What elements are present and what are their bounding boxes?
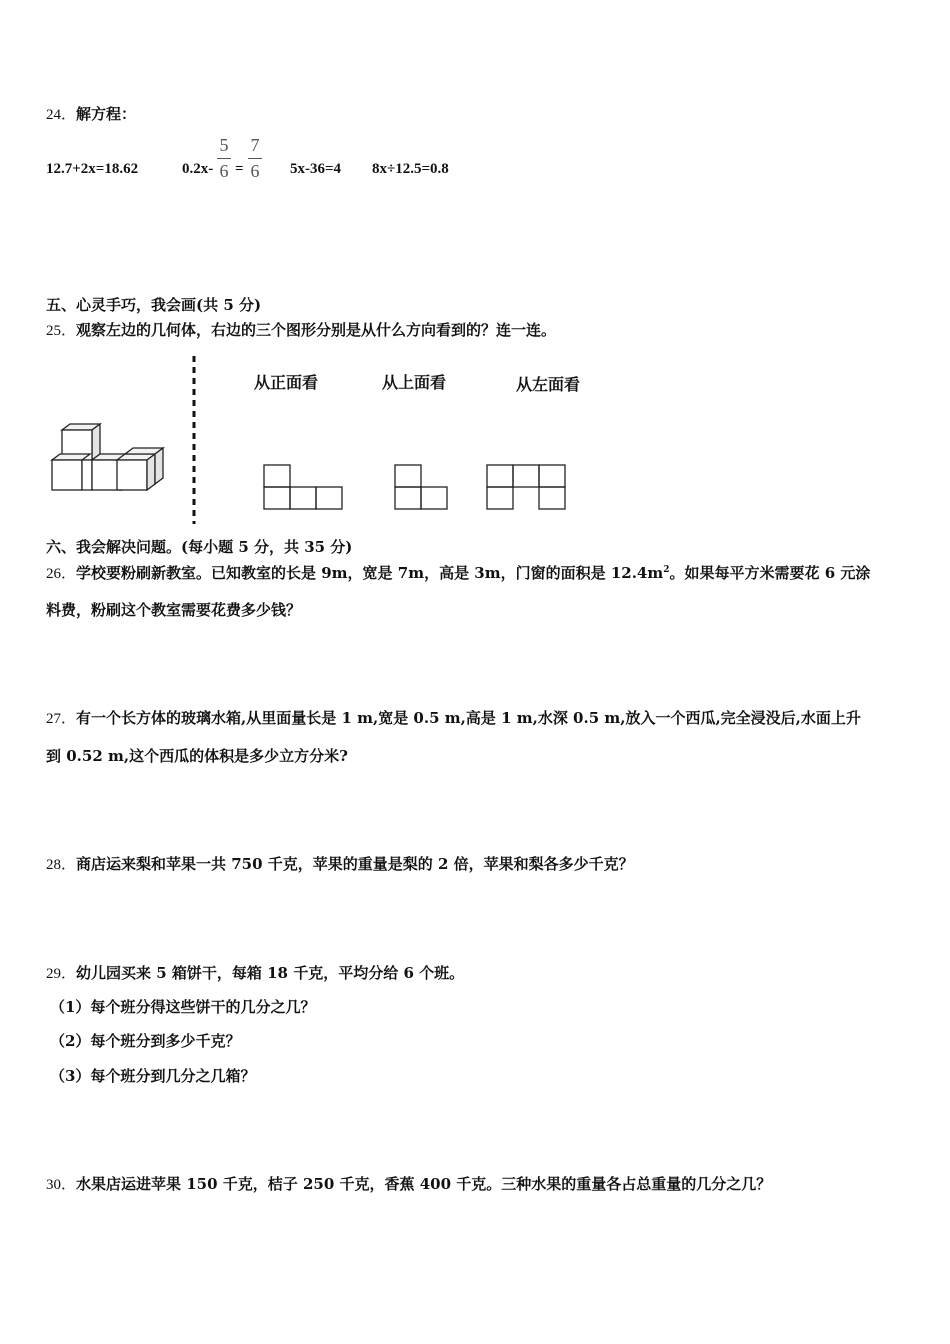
question-text: 观察左边的几何体，右边的三个图形分别是从什么方向看到的？连一连。 <box>76 321 557 339</box>
question-number: 27． <box>46 711 77 727</box>
equation-2-fraction-2 <box>248 135 262 182</box>
superscript: 2 <box>663 565 670 575</box>
question-text-cont: 。如果每平方米需要花 6 元涂 <box>669 564 871 582</box>
question-number: 25． <box>46 323 77 339</box>
question-number: 24． <box>46 107 77 123</box>
equation-2-prefix: 0.2x- <box>182 161 214 177</box>
equation-3: 5x-36=4 <box>290 161 342 177</box>
section-5-heading: 五、心灵手巧，我会画(共 5 分) <box>46 296 262 314</box>
equation-4: 8x÷12.5=0.8 <box>372 161 449 177</box>
question-29 <box>46 962 464 983</box>
question-24-title <box>46 103 136 124</box>
question-30 <box>46 1173 771 1194</box>
question-27-line-1 <box>46 707 861 728</box>
question-28 <box>46 853 634 874</box>
sub-question-1: （1）每个班分得这些饼干的几分之几？ <box>50 998 316 1016</box>
question-text: 有一个长方体的玻璃水箱,从里面量长是 1 m,宽是 0.5 m,高是 1 m,水深 0.5 m,放入一个西瓜,完全浸没后,水面上升 <box>76 709 861 727</box>
question-26-line-1 <box>46 562 870 583</box>
question-27-line-2: 到 0.52 m,这个西瓜的体积是多少立方分米? <box>46 747 348 765</box>
question-25 <box>46 319 556 340</box>
fraction-denominator: 6 <box>219 161 229 181</box>
question-number: 30． <box>46 1177 77 1193</box>
sub-question-3: （3）每个班分到几分之几箱？ <box>50 1067 256 1085</box>
cube-solid-icon <box>52 424 163 490</box>
question-text: 商店运来梨和苹果一共 750 千克，苹果的重量是梨的 2 倍，苹果和梨各多少千克？ <box>76 855 634 873</box>
view-shape-2 <box>395 465 447 509</box>
fraction-numerator: 7 <box>250 135 260 155</box>
question-number: 29． <box>46 966 77 982</box>
equation-2-equals: = <box>235 161 244 177</box>
question-26-line-2: 料费，粉刷这个教室需要花费多少钱？ <box>46 601 302 619</box>
question-text: 水果店运进苹果 150 千克，桔子 250 千克，香蕉 400 千克。三种水果的重量各占总重量的几分之几？ <box>76 1175 772 1193</box>
equation-2-fraction-1 <box>217 135 231 182</box>
view-label-left: 从左面看 <box>516 375 581 394</box>
view-label-top: 从上面看 <box>382 373 447 392</box>
sub-question-2: （2）每个班分到多少千克？ <box>50 1032 241 1050</box>
question-number: 26． <box>46 566 77 582</box>
equation-1: 12.7+2x=18.62 <box>46 161 139 177</box>
fraction-numerator: 5 <box>219 135 229 155</box>
section-6-heading: 六、我会解决问题。(每小题 5 分，共 35 分) <box>46 538 353 556</box>
view-shape-3 <box>487 465 565 509</box>
view-shape-1 <box>264 465 342 509</box>
fraction-denominator: 6 <box>250 161 260 181</box>
question-text: 幼儿园买来 5 箱饼干，每箱 18 千克，平均分给 6 个班。 <box>76 964 465 982</box>
question-text: 解方程： <box>76 105 137 123</box>
view-label-front: 从正面看 <box>254 373 319 392</box>
question-text: 学校要粉刷新教室。已知教室的长是 9m，宽是 7m，高是 3m，门窗的面积是 12.4m <box>76 564 664 582</box>
question-number: 28． <box>46 857 77 873</box>
